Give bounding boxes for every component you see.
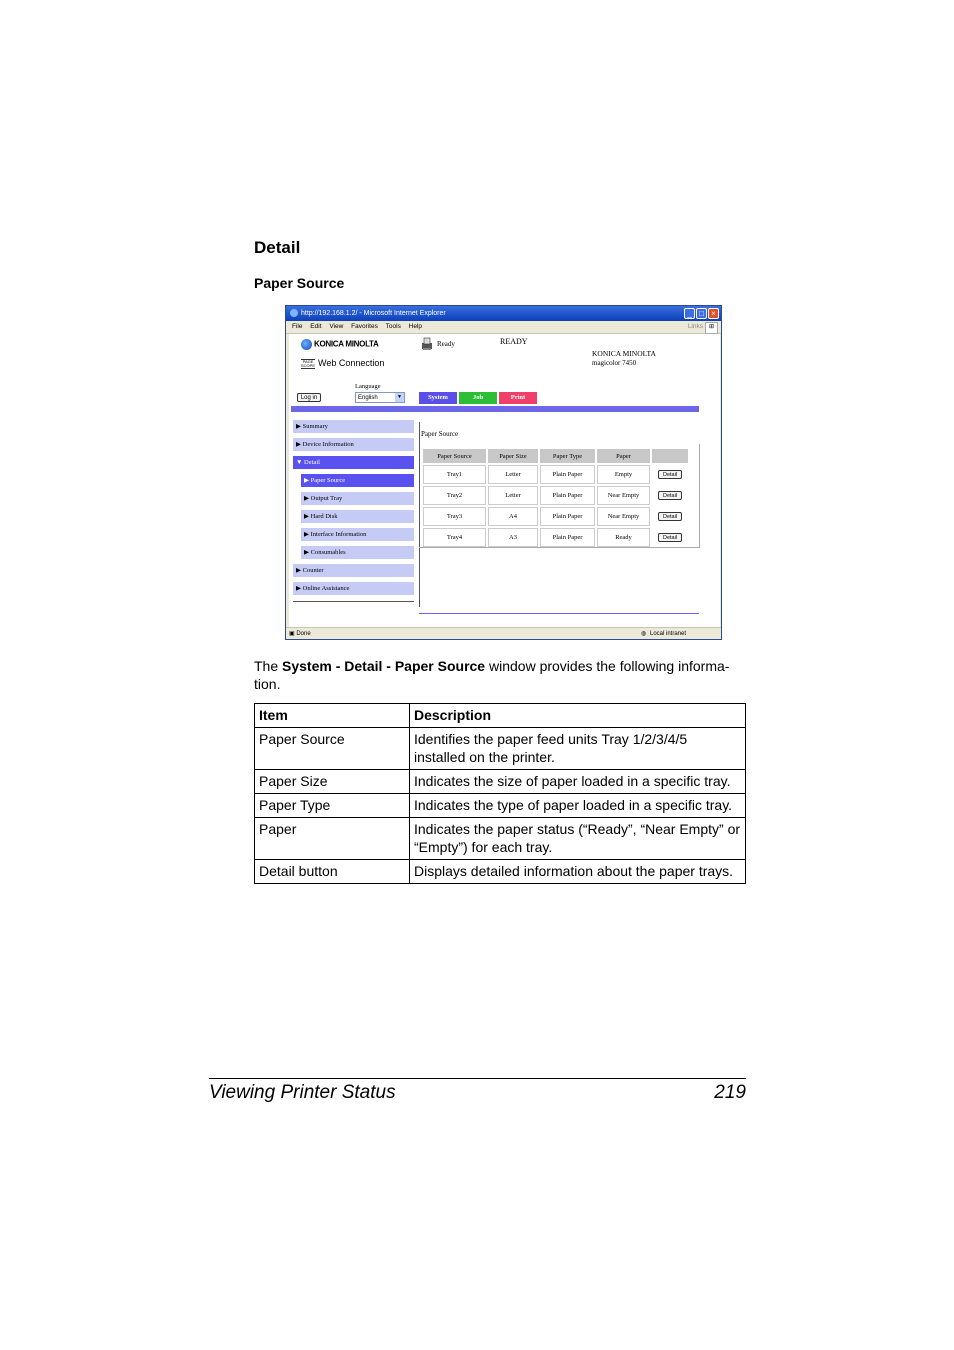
table-row: Tray3 A4 Plain Paper Near Empty Detail: [423, 507, 688, 526]
menu-view[interactable]: View: [329, 323, 344, 330]
table-row: Paper Size Indicates the size of paper loaded in a specific tray.: [255, 770, 746, 794]
detail-button[interactable]: Detail: [658, 470, 682, 479]
detail-button[interactable]: Detail: [658, 491, 682, 500]
sidebar-item-summary[interactable]: ▶ Summary: [293, 420, 414, 433]
web-page: [289, 334, 720, 627]
page-icon: ▣: [289, 631, 295, 637]
section-heading: Detail: [254, 238, 301, 257]
language-select[interactable]: English ▼: [355, 392, 405, 403]
sidebar-item-online-assistance[interactable]: ▶ Online Assistance: [293, 582, 414, 595]
table-row: Paper Type Indicates the type of paper loaded in a specific tray.: [255, 794, 746, 818]
browser-statusbar: [286, 627, 721, 640]
close-button[interactable]: ×: [708, 308, 719, 319]
table-row: Tray1 Letter Plain Paper Empty Detail: [423, 465, 688, 484]
zone-text: Local intranet: [650, 631, 687, 637]
status-text: Done: [296, 631, 311, 637]
browser-screenshot: [285, 305, 722, 640]
sidebar-item-device-information[interactable]: ▶ Device Information: [293, 438, 414, 451]
sidebar-item-output-tray[interactable]: ▶ Output Tray: [301, 492, 414, 505]
language-label: Language: [355, 383, 381, 390]
tab-job[interactable]: Job: [459, 392, 497, 404]
brand-logo: KONICA MINOLTA: [301, 339, 379, 350]
table-row: Tray4 A3 Plain Paper Ready Detail: [423, 528, 688, 547]
menu-help[interactable]: Help: [408, 323, 423, 330]
menu-favorites[interactable]: Favorites: [351, 323, 378, 330]
col-item: Item: [255, 704, 410, 728]
col-paper-source: Paper Source: [423, 449, 486, 463]
col-paper-type: Paper Type: [540, 449, 595, 463]
col-description: Description: [410, 704, 746, 728]
content-title: Paper Source: [421, 430, 459, 438]
status-label: Ready: [437, 340, 455, 348]
tab-system[interactable]: System: [419, 392, 457, 404]
subsection-heading: Paper Source: [254, 275, 345, 291]
model-name: magicolor 7450: [592, 359, 637, 367]
sidebar-item-paper-source[interactable]: ▶ Paper Source: [301, 474, 414, 487]
table-row: Paper Source Identifies the paper feed units Tray 1/2/3/4/5 installed on the printer.: [255, 728, 746, 770]
model-maker: KONICA MINOLTA: [592, 349, 656, 358]
detail-button[interactable]: Detail: [658, 512, 682, 521]
table-row: Tray2 Letter Plain Paper Near Empty Detail: [423, 486, 688, 505]
window-titlebar: [286, 306, 721, 321]
description-table: [254, 703, 746, 884]
sidebar-divider: [293, 601, 414, 602]
printer-status: READY: [500, 337, 528, 346]
links-label[interactable]: Links: [687, 323, 703, 330]
detail-button[interactable]: Detail: [658, 533, 682, 542]
minimize-button[interactable]: _: [684, 308, 695, 319]
menu-file[interactable]: File: [292, 323, 303, 330]
windows-flag-icon: ⊞: [705, 322, 718, 334]
header-divider: [291, 406, 699, 412]
sidebar-item-counter[interactable]: ▶ Counter: [293, 564, 414, 577]
sidebar-item-consumables[interactable]: ▶ Consumables: [301, 546, 414, 559]
menu-tools[interactable]: Tools: [385, 323, 401, 330]
table-row: Paper Indicates the paper status (“Ready”, “Near Empty” or “Empty”) for each tray.: [255, 818, 746, 860]
printer-status-icon: [421, 337, 433, 351]
menu-bar: [286, 321, 721, 334]
page-number: 219: [714, 1082, 746, 1103]
footer-rule: [209, 1078, 746, 1079]
web-connection-logo: PAGE SCOPE Web Connection: [301, 358, 385, 368]
login-button[interactable]: Log in: [297, 393, 321, 402]
footer-title: Viewing Printer Status: [209, 1082, 396, 1103]
sidebar-item-interface-information[interactable]: ▶ Interface Information: [301, 528, 414, 541]
col-action: [652, 449, 688, 463]
col-paper: Paper: [597, 449, 650, 463]
sidebar-item-hard-disk[interactable]: ▶ Hard Disk: [301, 510, 414, 523]
maximize-button[interactable]: □: [696, 308, 707, 319]
window-title: http://192.168.1.2/ - Microsoft Internet Explorer: [301, 310, 446, 317]
ie-icon: [290, 309, 298, 317]
table-row: Detail button Displays detailed information about the paper trays.: [255, 860, 746, 884]
paper-source-table: [421, 447, 690, 549]
intro-paragraph: The System - Detail - Paper Source window provides the following informa-tion.: [254, 658, 730, 692]
tab-print[interactable]: Print: [499, 392, 537, 404]
konica-logo-icon: [301, 339, 312, 350]
chevron-down-icon: ▼: [395, 393, 404, 402]
content-bottom-rule: [419, 613, 699, 614]
sidebar-item-detail[interactable]: ▼ Detail: [293, 456, 414, 469]
col-paper-size: Paper Size: [488, 449, 538, 463]
pagescope-logo: PAGE SCOPE: [301, 358, 316, 368]
intranet-icon: ◍: [641, 631, 647, 637]
menu-edit[interactable]: Edit: [310, 323, 322, 330]
